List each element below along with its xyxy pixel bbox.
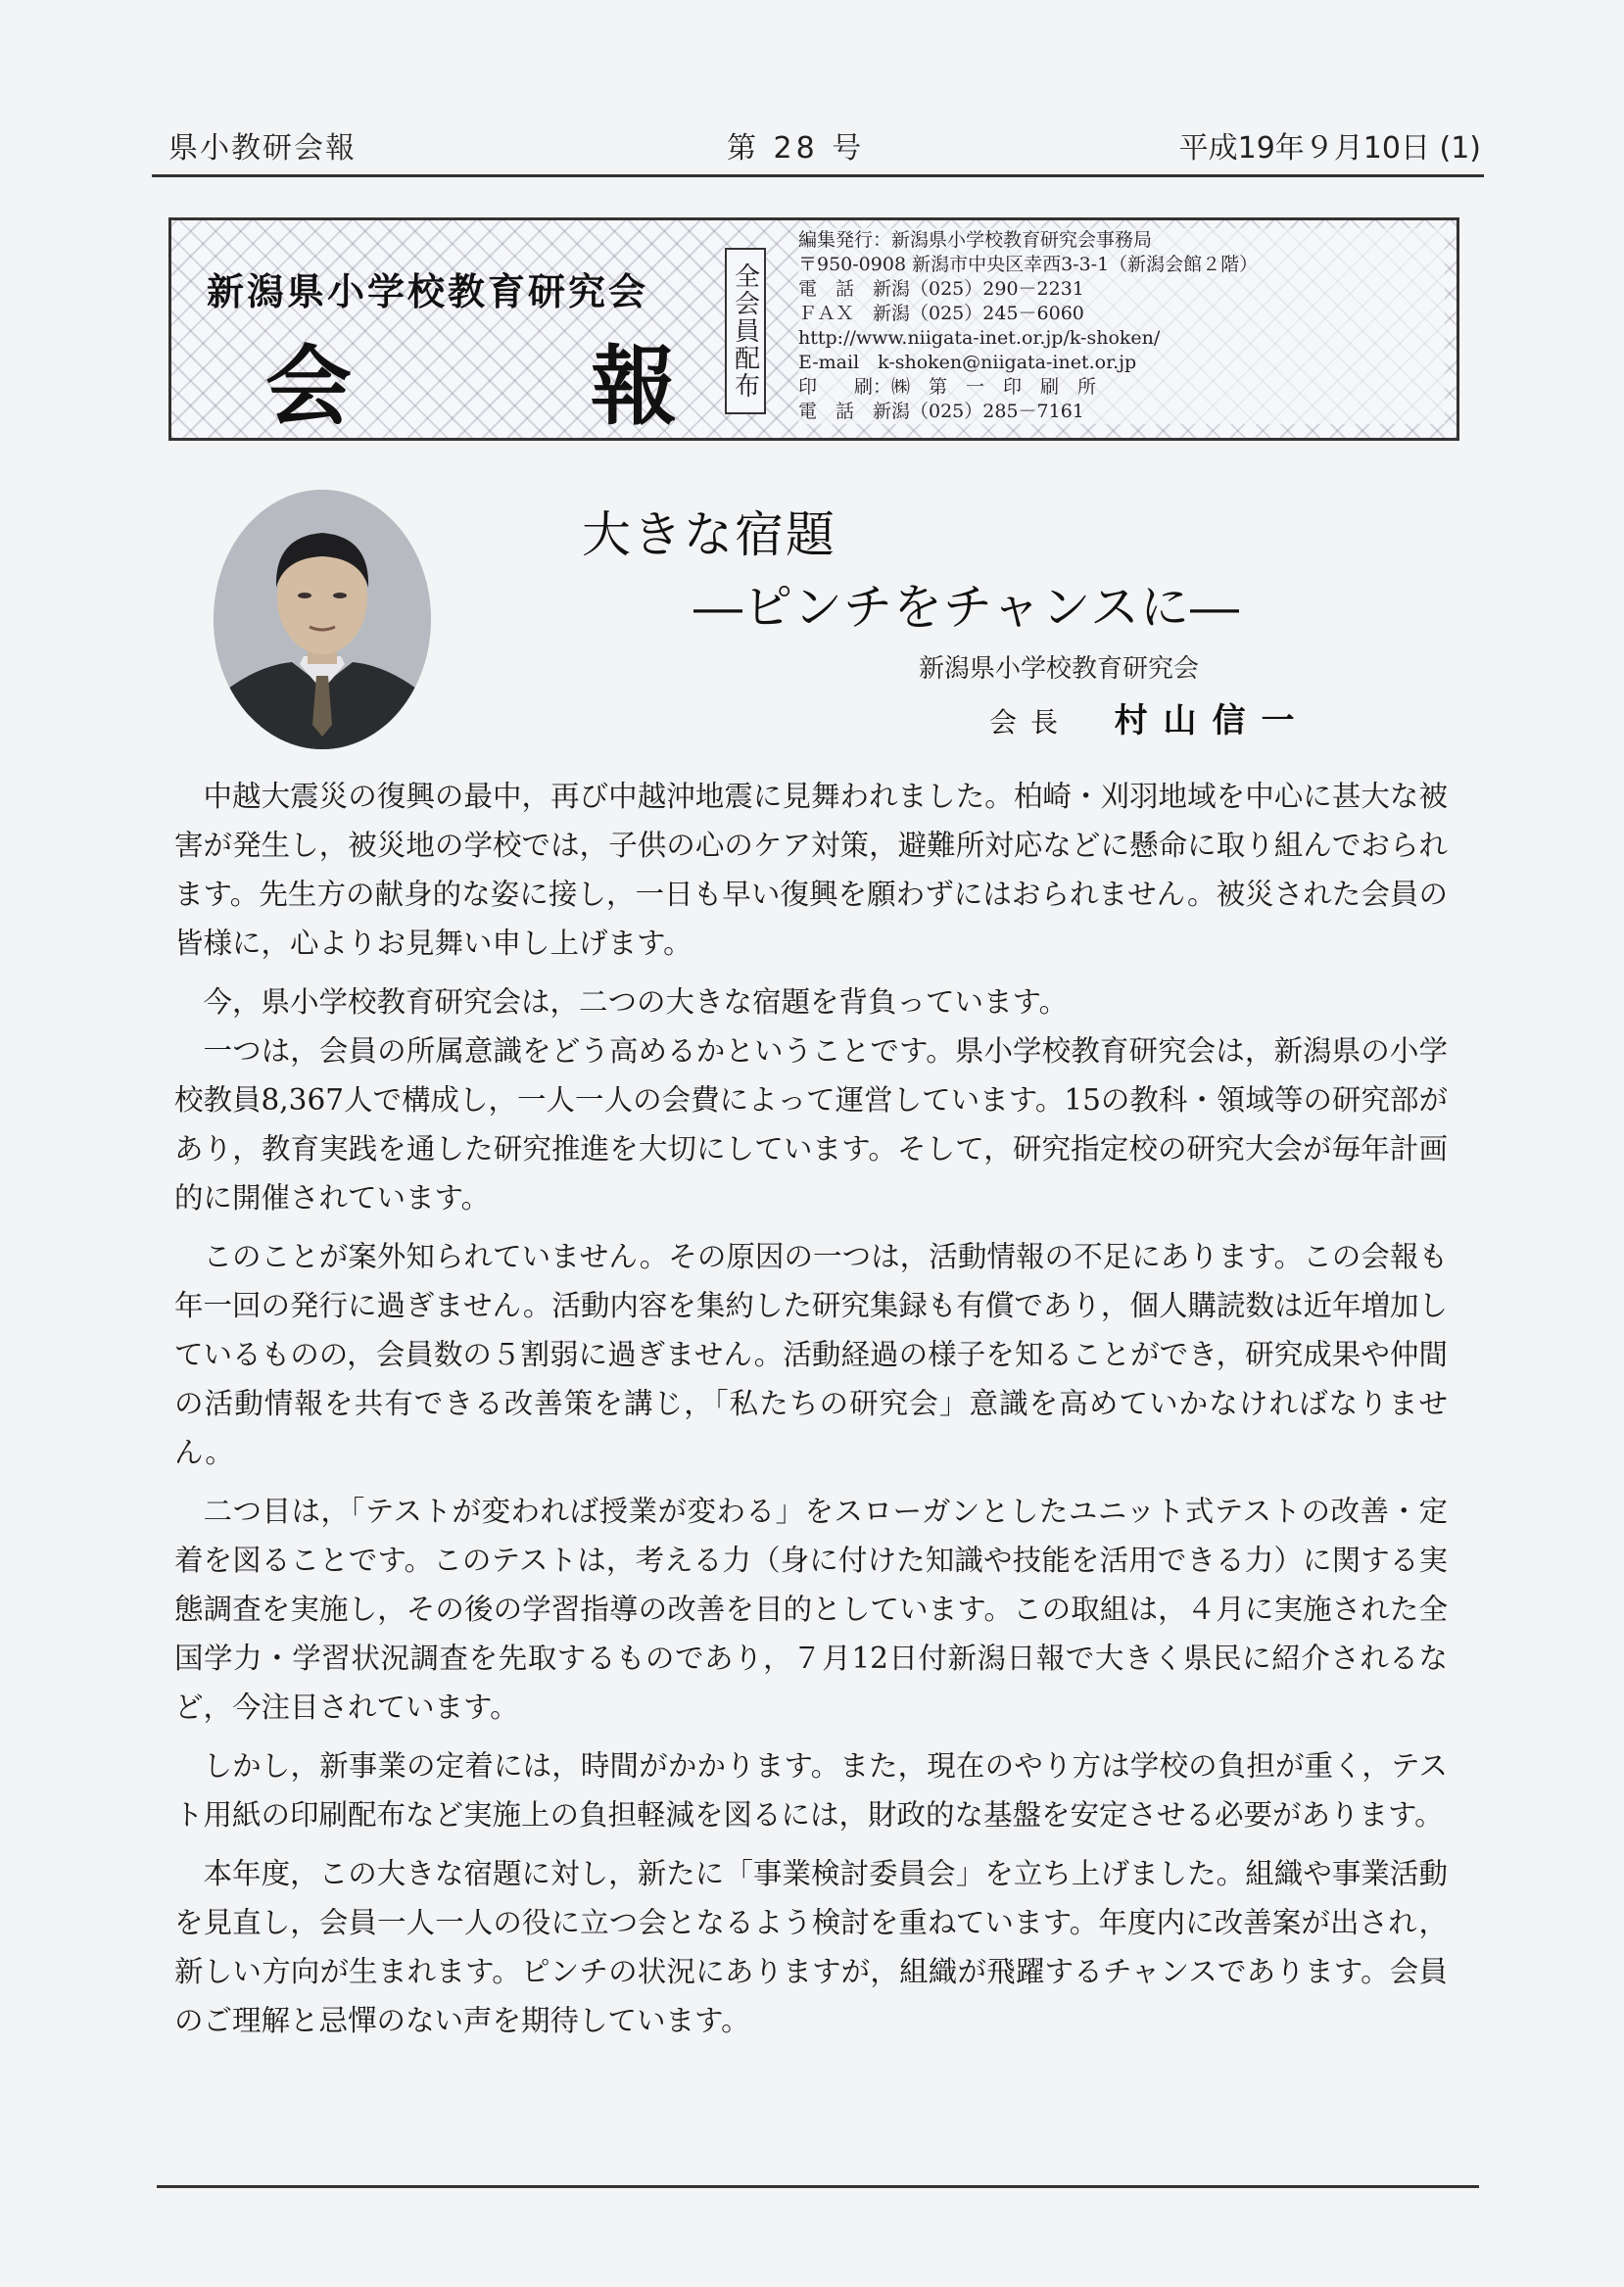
article-paragraph: 二つ目は，「テストが変われば授業が変わる」をスローガンとしたユニット式テストの改善・定着を図ることです。このテストは，考える力（身に付けた知識や技能を活用できる力）に関する実態調査を実施し，その後の学習指導の改善を目的としています。この取組は，４月に実施された全国学力・学習状況調査を先取するものであり，７月12日付新潟日報で大きく県民に紹介されるなど，今注目されています。	[174, 1495, 1449, 1724]
printer-phone-line: 電 話 新潟（025）285－7161	[798, 401, 1084, 422]
article-headline: 大きな宿題	[582, 506, 836, 563]
address-line: 〒950-0908 新潟市中央区幸西3-3-1（新潟会館２階）	[798, 254, 1259, 275]
masthead-kaiho-char-2: 報	[590, 336, 677, 437]
distribution-tag: 全会員配布	[725, 248, 766, 414]
masthead-kaiho	[265, 318, 677, 442]
article-paragraph: このことが案外知られていません。その原因の一つは，活動情報の不足にあります。この会報も年一回の発行に過ぎません。活動内容を集約した研究集録も有償であり，個人購読数は近年増加しているものの，会員数の５割弱に過ぎません。活動経過の様子を知ることができ，研究成果や仲間の活動情報を共有できる改善策を講じ，「私たちの研究会」意識を高めていかなければなりません。	[174, 1240, 1448, 1469]
publisher-line: 編集発行：新潟県小学校教育研究会事務局	[798, 229, 1153, 251]
bottom-rule	[157, 2185, 1479, 2188]
publication-name: 県小教研会報	[168, 131, 357, 166]
masthead	[168, 217, 1459, 441]
article-paragraph: 本年度，この大きな宿題に対し，新たに「事業検討委員会」を立ち上げました。組織や事業活動を見直し，会員一人一人の役に立つ会となるよう検討を重ねています。年度内に改善案が出され，新しい方向が生まれます。ピンチの状況にありますが，組織が飛躍するチャンスであります。会員のご理解と忌憚のない声を期待しています。	[174, 1857, 1448, 2037]
article-paragraph: 一つは，会員の所属意識をどう高めるかということです。県小学校教育研究会は，新潟県の小学校教員8,367人で構成し，一人一人の会費によって運営しています。15の教科・領域等の研究部があり，教育実践を通した研究推進を大切にしています。そして，研究指定校の研究大会が毎年計画的に開催されています。	[174, 1034, 1448, 1215]
masthead-title: 新潟県小学校教育研究会	[207, 270, 649, 313]
publisher-info	[798, 228, 1445, 424]
running-header	[168, 116, 1481, 166]
website-line: http://www.niigata-inet.or.jp/k-shoken/	[798, 327, 1161, 349]
author-role: 会長	[989, 706, 1073, 739]
article-paragraph: しかし，新事業の定着には，時間がかかります。また，現在のやり方は学校の負担が重く，テスト用紙の印刷配布など実施上の負担軽減を図るには，財政的な基盤を安定させる必要があります。	[174, 1749, 1448, 1832]
article-paragraph: 中越大震災の復興の最中，再び中越沖地震に見舞われました。柏崎・刈羽地域を中心に甚大な被害が発生し，被災地の学校では，子供の心のケア対策，避難所対応などに懸命に取り組んでおられます。先生方の献身的な姿に接し，一日も早い復興を願わずにはおられません。被災された会員の皆様に，心よりお見舞い申し上げます。	[174, 780, 1448, 960]
author-name: 村山信一	[1114, 701, 1311, 740]
top-rule	[152, 174, 1484, 177]
phone-line: 電 話 新潟（025）290－2231	[798, 278, 1084, 300]
article-body	[174, 772, 1448, 2055]
article-subheadline: ―ピンチをチャンスに―	[693, 579, 1240, 636]
author-organization: 新潟県小学校教育研究会	[919, 654, 1200, 684]
email-line: E-mail k-shoken@niigata-inet.or.jp	[798, 352, 1137, 373]
author-portrait	[214, 490, 431, 749]
fax-line: ＦＡＸ 新潟（025）245－6060	[798, 303, 1084, 324]
portrait-illustration	[214, 490, 431, 749]
author-byline	[989, 693, 1311, 741]
printer-line: 印 刷：㈱ 第 一 印 刷 所	[798, 376, 1097, 398]
issue-number: 第 28 号	[727, 131, 866, 166]
masthead-kaiho-char-1: 会	[265, 336, 353, 437]
issue-date-page: 平成19年９月10日 (1)	[1178, 131, 1481, 166]
article-paragraph: 今，県小学校教育研究会は，二つの大きな宿題を背負っています。	[203, 985, 1069, 1019]
